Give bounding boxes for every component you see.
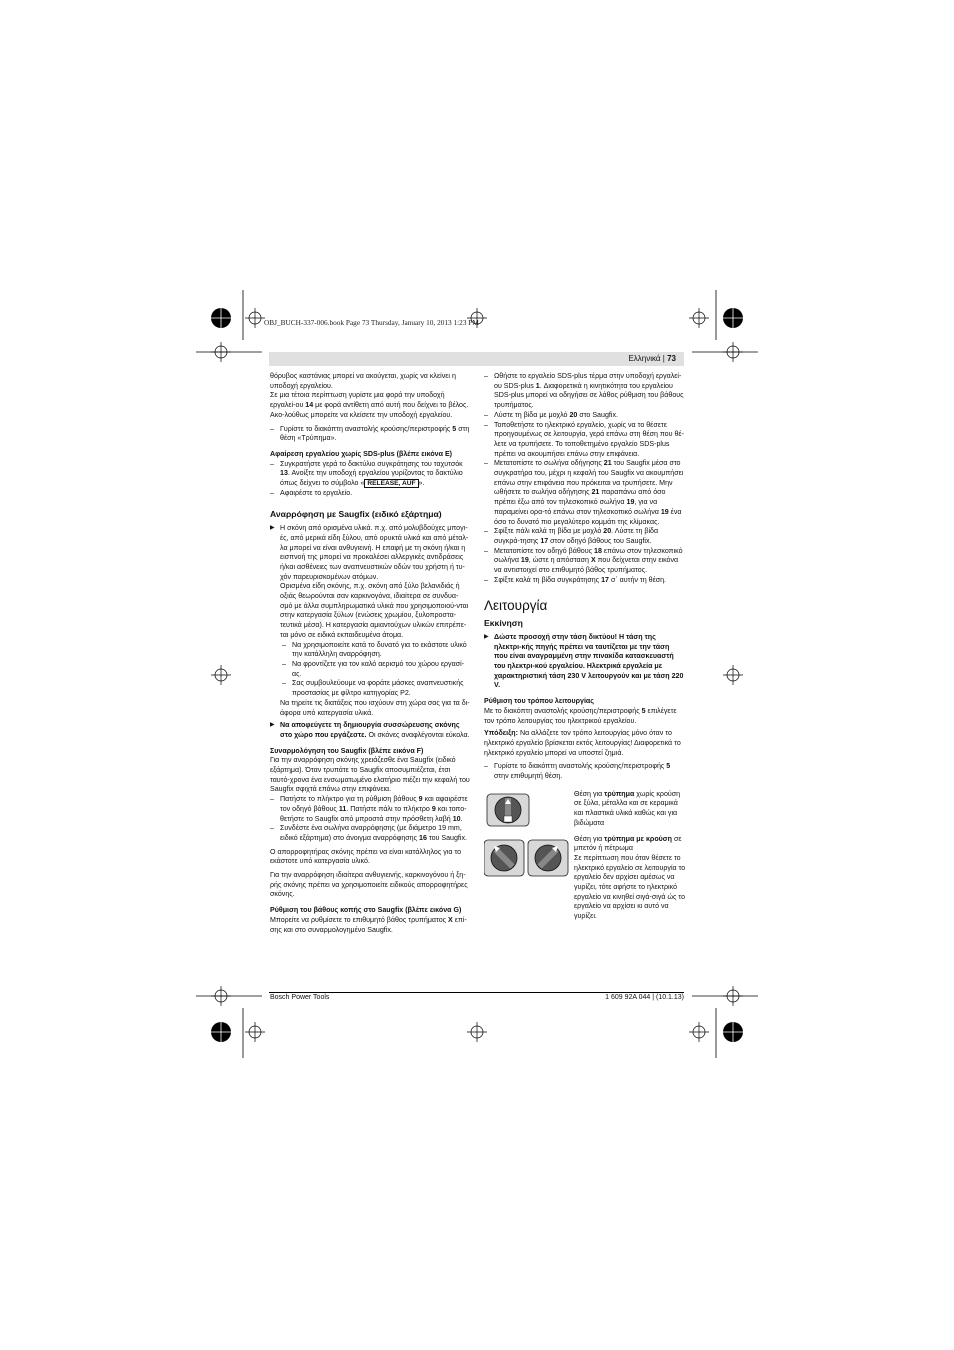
footer-doc-number: 1 609 92A 044 | (10.1.13) <box>605 994 684 1001</box>
note: Υπόδειξη: Να αλλάζετε τον τρόπο λειτουργίας μόνο όταν το ηλεκτρικό εργαλείο βρίσκεται εκτός λειτουργίας! Διαφορετικά το ηλεκτρικό εργαλείο μπορεί να υποστεί ζημιά. <box>484 729 681 757</box>
paragraph: Σε μια τέτοια περίπτωση γυρίστε μια φορά την υποδοχή εργαλεί-ου 14 με φορά αντίθετη από αυτή που δείχνει το βέλος. Ακο-λούθως μπορείτε να κλείσετε την υποδοχή εργαλείου. <box>270 391 469 419</box>
list-item: – Γυρίστε το διακόπτη αναστολής κρούσης/περιστροφής 5 στην επιθυμητή θέση. <box>484 762 684 781</box>
section-heading: Αναρρόφηση με Saugfix (ειδικό εξάρτημα) <box>270 509 442 520</box>
list-item: – Λύστε τη βίδα με μοχλό 20 στο Saugfix. <box>484 411 684 421</box>
footer-rule <box>269 992 684 993</box>
paragraph: Ορισμένα είδη σκόνης, π.χ. σκόνη από ξύλο βελανιδιάς ή οξιάς θεωρούνται σαν καρκινογόνα, ιδιαίτερα σε συνδυα-σμό με άλλα συμπληρωματικά υλικά που χρησιμοποιού-νται στην κατεργασία ξύλων (ενώσεις χρωμίου, ξυλοπροστα-τευτικά μέσα). Η κατεργασία αμιαντούχων υλικών επιτρέπε-ται μόνο σε ειδικά εκπαιδευμένα άτομα. <box>280 582 469 639</box>
list-item: – Σφίξτε πάλι καλά τη βίδα με μοχλό 20. Λύστε τη βίδα συγκρά-τησης 17 στον οδηγό βάθους του Saugfix. <box>484 527 684 546</box>
page-header-bar <box>269 352 684 366</box>
hammer-mode-text: Θέση για τρύπημα με κρούση σε μπετόν ή πέτρωμα <box>574 834 682 853</box>
subheading: Αφαίρεση εργαλείου χωρίς SDS-plus (βλέπε εικόνα E) <box>270 449 453 458</box>
list-item: – Γυρίστε το διακόπτη αναστολής κρούσης/περιστροφής 5 στη θέση «Τρύπημα». <box>270 425 470 444</box>
list-item: – Ωθήστε το εργαλείο SDS-plus τέρμα στην υποδοχή εργαλεί-ου SDS-plus 1. Διαφορετικά η κινητικότητα του εργαλείου SDS-plus μπορεί να οδηγήσει σε λάθος ρύθμιση του βάθους τρυπήματος. <box>484 372 684 411</box>
section-heading: Εκκίνηση <box>484 618 523 629</box>
paragraph: Σε περίπτωση που όταν θέσετε το ηλεκτρικό εργαλείο σε λειτουργία το εργαλείο δεν αρχίσει αμέσως να γυρίζει, τότε αφήστε το ηλεκτρικό εργαλείο να κινηθεί σιγά-σιγά ώς το εργαλείο να αρχίσει κι αυτό να γυρίζει. <box>574 853 686 921</box>
paragraph: Μπορείτε να ρυθμίσετε το επιθυμητό βάθος τρυπήματος X επί-σης και στο συναρμολογημένο Saugfix. <box>270 915 467 934</box>
footer-brand: Bosch Power Tools <box>270 994 330 1001</box>
paragraph: Για την αναρρόφηση ιδιαίτερα ανθυγιεινής, καρκινογόνου ή ξη-ρής σκόνης πρέπει να χρησιμοποιείτε ειδικούς απορροφητήρες σκόνης. <box>270 871 468 899</box>
file-info-line: OBJ_BUCH-337-006.book Page 73 Thursday, January 10, 2013 1:23 PM <box>264 318 479 327</box>
warning-item: ▶ Να αποφεύγετε τη δημιουργία συσσώρευσης σκόνης στο χώρο που εργάζεστε. Οι σκόνες αναφλέγονται εύκολα. <box>270 721 470 740</box>
page-number: 73 <box>667 354 676 363</box>
subheading: Ρύθμιση του βάθους κοπής στο Saugfix (βλέπε εικόνα G) <box>270 906 462 915</box>
hammer-mode-switch-alt-icon <box>528 840 568 876</box>
list-item: – Μετατοπίστε το σωλήνα οδήγησης 21 του Saugfix μέσα στο συγκρατήρα του, μέχρι η κεφαλή του Saugfix να ακουμπήσει επάνω στην επιφάνεια που πρόκειται να τρυπήσετε. Μην ωθήσετε το σωλήνα οδήγησης 21 παραπάνω από όσο πρέπει έξω από τον τηλεσκοπικό σωλήνα 19, για να παραμείνει ορα-τό επάνω στον τηλεσκοπικό σωλήνα 19 ένα όσο το δυνατό πιο μεγαλύτερο κομμάτι της κλίμακας. <box>484 459 684 527</box>
list-item: – Συνδέστε ένα σωλήνα αναρρόφησης (με διάμετρο 19 mm, ειδικό εξάρτημα) στο άνοιγμα αναρρόφησης 16 του Saugfix. <box>270 824 470 843</box>
list-item: – Μετατοπίστε τον οδηγό βάθους 18 επάνω στον τηλεσκοπικό σωλήνα 19, ώστε η απόσταση X που δείχνεται στην εικόνα να αντιστοιχεί στο επιθυμητό βάθος τρυπήματος. <box>484 547 684 576</box>
release-symbol-label: RELEASE, AUF <box>364 479 418 488</box>
list-item: – Συγκρατήστε γερά το δακτύλιο συγκράτησης του ταχυτσόκ 13. Ανοίξτε την υποδοχή εργαλείου γυρίζοντας το δακτύλιο όπως δείχνει το σύμβολο « RELEASE, AUF ». <box>270 460 470 489</box>
paragraph: Ο απορροφητήρας σκόνης πρέπει να είναι κατάλληλος για το εκάστοτε υπό κατεργασία υλικό. <box>270 847 462 866</box>
drill-mode-switch-icon <box>487 794 529 826</box>
list-item: – Πατήστε το πλήκτρο για τη ρύθμιση βάθους 9 και αφαιρέστε τον οδηγό βάθους 11. Πατήστε πάλι το πλήκτρο 9 και τοπο-θετήστε το Saugfix από μπροστά στην πρόσθετη λαβή 10. <box>270 795 470 824</box>
list-item: – Αφαιρέστε το εργαλείο. <box>270 489 470 499</box>
header-language: Ελληνικά <box>628 354 661 363</box>
list-item: – Σας συμβουλεύουμε να φοράτε μάσκες αναπνευστικής προστασίας με φίλτρο κατηγορίας P2. <box>270 679 470 698</box>
list-item: – Σφίξτε καλά τη βίδα συγκράτησης 17 σ᾽ αυτήν τη θέση. <box>484 576 684 586</box>
page-header-label: Ελληνικά | 73 <box>628 354 676 363</box>
warning-item: ▶ Δώστε προσοχή στην τάση δικτύου! Η τάση της ηλεκτρι-κής πηγής πρέπει να ταυτίζεται με την τάση που είναι αναγραμμένη στην πινακίδα κατασκευαστή του ηλεκτρι-κού εργαλείου. Ηλεκτρικά εργαλεία με χαρακτηριστική τάση 230 V λειτουργούν και με τάση 220 V. <box>484 633 684 691</box>
mode-descriptions <box>574 790 686 922</box>
list-item: – Τοποθετήστε το ηλεκτρικό εργαλείο, χωρίς να το θέσετε προηγουμένως σε λειτουργία, γερά επάνω στη θέση που θέ-λετε να τρυπήσετε. Το τοποθετημένο εργαλείο SDS-plus πρέπει να ακουμπήσει επάνω στην επιφάνεια. <box>484 421 684 460</box>
section-title: Λειτουργία <box>484 598 548 614</box>
list-item: – Να χρησιμοποιείτε κατά το δυνατό για το εκάστοτε υλικό την κατάλληλη αναρρόφηση. <box>270 641 470 660</box>
hammer-mode-switch-icon <box>484 840 524 876</box>
mode-selector-illustration <box>484 790 570 880</box>
drill-mode-text: Θέση για τρύπημα χωρίς κρούση σε ξύλα, μέταλλα και σε κεραμικά και πλαστικά υλικά καθώς και για βιδώματα <box>574 789 681 827</box>
subheading: Συναρμολόγηση του Saugfix (βλέπε εικόνα F) <box>270 746 424 755</box>
paragraph: Με το διακόπτη αναστολής κρούσης/περιστροφής 5 επιλέγετε τον τρόπο λειτουργίας του ηλεκτρικού εργαλείου. <box>484 706 677 725</box>
mode-figures <box>484 790 684 928</box>
subheading: Ρύθμιση του τρόπου λειτουργίας <box>484 697 594 706</box>
paragraph: Για την αναρρόφηση σκόνης χρειάζεσθε ένα Saugfix (ειδικό εξάρτημα). Όταν τρυπάτε το Saugfix αποσυμπιέζεται, έτσι ταυτό-χρονα ένα ενσωματωμένο ελατήριο πιέζει την κεφαλή του Saugfix σφιχτά επάνω στην επιφάνεια. <box>270 756 470 794</box>
paragraph: θόρυβος καστάνιας μπορεί να ακούγεται, χωρίς να κλείνει η υποδοχή εργαλείου. <box>270 372 456 390</box>
right-column <box>484 372 684 928</box>
left-column <box>270 372 470 935</box>
warning-item: ▶ Η σκόνη από ορισμένα υλικά. π.χ. από μολυβδούχες μπογι-ές, από μερικά είδη ξύλου, από ορυκτά υλικά και από μέταλ-λα μπορεί να είναι ανθυγιεινή. Η επαφή με τη σκόνη ή/και η εισπνοή της μπορεί να προκαλέσει αλλεργικές αντιδράσεις ή/και ασθένειες των αναπνευστικών οδών του χρήστη ή τυ-χόν παρευρισκομένων ατόμων. <box>270 524 470 582</box>
list-item: – Να φροντίζετε για τον καλό αερισμό του χώρου εργασί-ας. <box>270 660 470 679</box>
paragraph: Να τηρείτε τις διατάξεις που ισχύουν στη χώρα σας για τα δι-άφορα υπό κατεργασία υλικά. <box>280 698 470 717</box>
